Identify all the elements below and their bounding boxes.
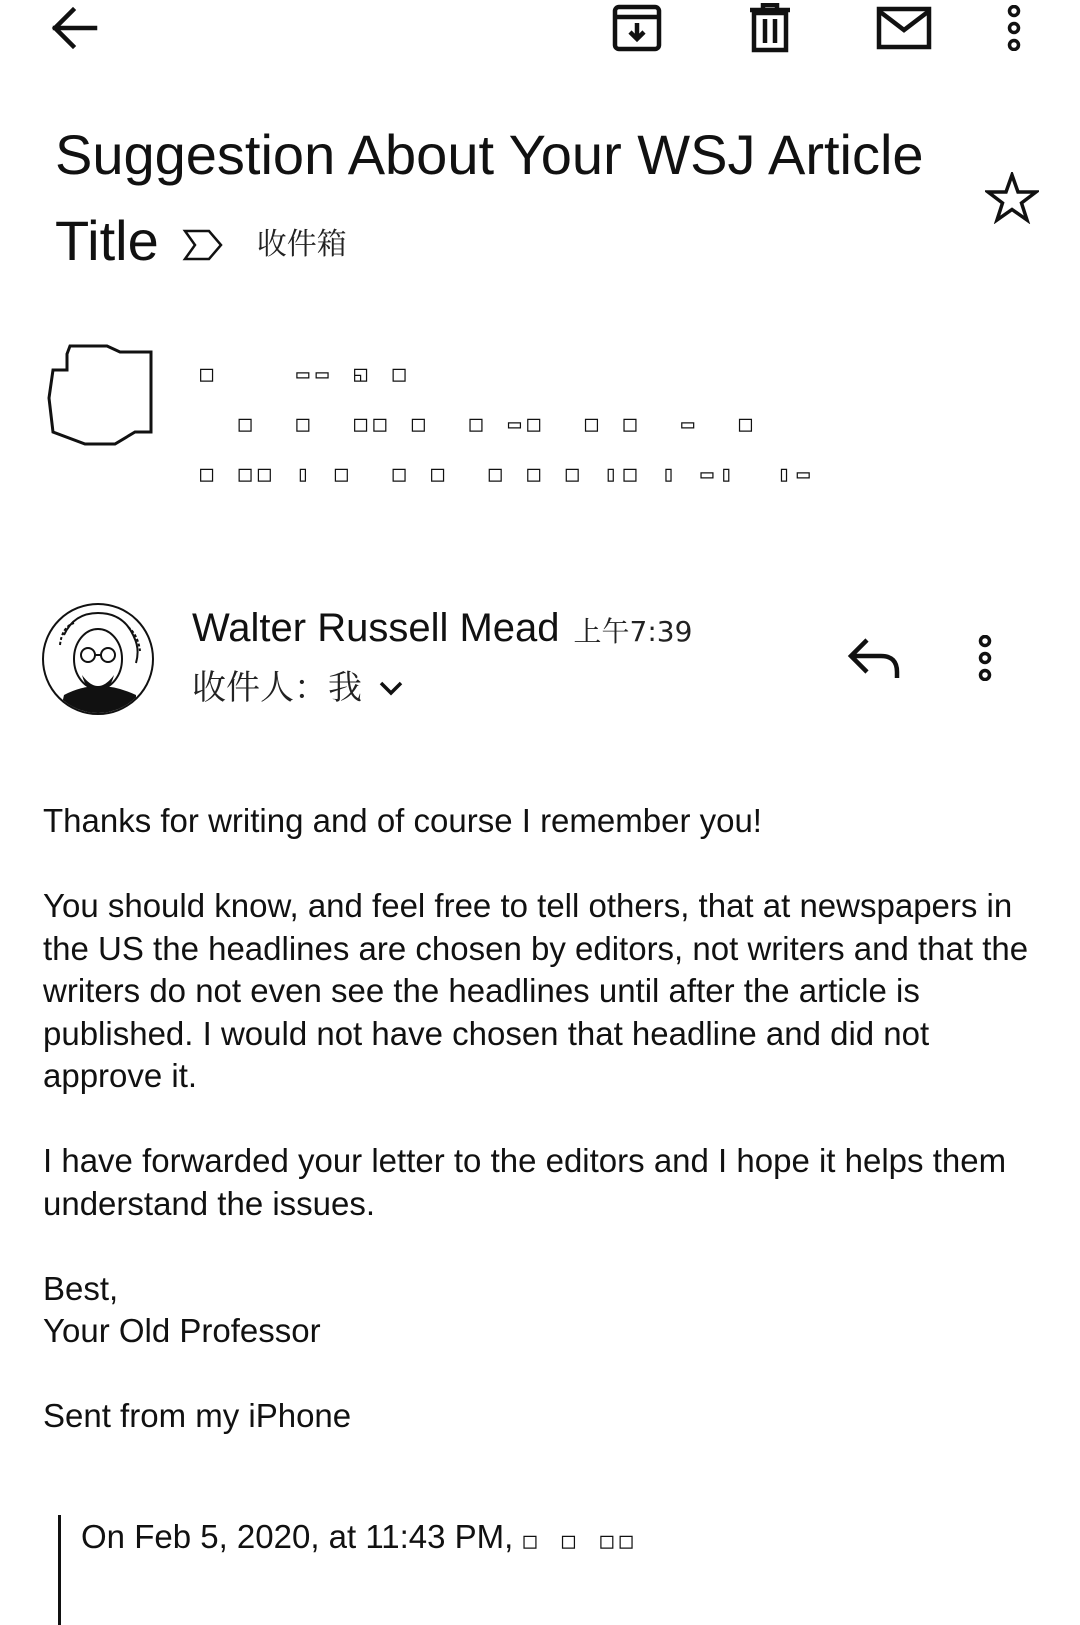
quoted-sender-redacted: □ □ □□ — [523, 1529, 639, 1554]
more-vertical-icon — [977, 635, 993, 681]
promo-line: □ ▭▭ ◱ □ — [200, 362, 412, 387]
envelope-icon — [876, 6, 932, 50]
message-more-button[interactable] — [960, 628, 1010, 688]
sent-time: 上午7:39 — [573, 615, 693, 648]
star-icon — [985, 172, 1039, 224]
delete-button[interactable] — [738, 0, 802, 56]
important-marker-icon[interactable] — [179, 225, 227, 265]
body-paragraph: Thanks for writing and of course I remember you! — [43, 802, 762, 839]
back-button[interactable] — [42, 0, 106, 56]
person-portrait-icon — [44, 605, 152, 713]
recipient-label: 收件人：我 — [192, 668, 362, 708]
more-vertical-icon — [1006, 5, 1022, 51]
top-toolbar — [0, 0, 1080, 60]
sender-line — [192, 604, 692, 656]
mark-unread-button[interactable] — [872, 0, 936, 56]
promo-line: □ □□ ▯ □ □ □ □ □ □ ▯□ ▯ ▭▯ ▯▭ — [200, 462, 816, 487]
quoted-message[interactable] — [58, 1515, 1038, 1625]
sign-off: Best, — [43, 1269, 119, 1307]
star-button[interactable] — [982, 168, 1042, 228]
reply-icon — [847, 636, 901, 680]
email-subject — [55, 112, 955, 284]
message-body — [43, 800, 1043, 1480]
mobile-signature: Sent from my iPhone — [43, 1397, 352, 1434]
label-inbox[interactable]: 收件箱 — [256, 227, 347, 263]
arrow-left-icon — [49, 5, 99, 51]
subject-title: Suggestion About Your WSJ Article Title — [55, 123, 924, 272]
sender-name[interactable]: Walter Russell Mead — [192, 606, 560, 650]
archive-button[interactable] — [605, 0, 669, 56]
archive-icon — [611, 3, 663, 53]
trash-icon — [748, 3, 792, 53]
chevron-down-icon — [378, 679, 404, 697]
message-header — [42, 600, 1042, 720]
more-options-button[interactable] — [986, 0, 1042, 56]
body-paragraph: I have forwarded your letter to the editors and I hope it helps them understand the issues. — [43, 1142, 1007, 1222]
recipient-details-toggle[interactable] — [192, 664, 404, 712]
promo-banner[interactable] — [45, 340, 1025, 510]
quoted-intro: On Feb 5, 2020, at 11:43 PM, — [81, 1518, 514, 1555]
sender-avatar[interactable] — [42, 603, 154, 715]
signature: Your Old Professor — [43, 1312, 321, 1349]
body-paragraph: You should know, and feel free to tell others, that at newspapers in the US the headlines are chosen by editors, not writers and that the writers do not even see the headlines until after the article is published. I would not have chosen that headline and did not approve it. — [43, 887, 1029, 1094]
reply-button[interactable] — [842, 628, 906, 688]
promo-text — [200, 350, 1020, 500]
promo-line: □ □ □□ □ □ ▭□ □ □ ▭ □ — [200, 412, 759, 437]
promo-logo-icon — [45, 340, 155, 450]
